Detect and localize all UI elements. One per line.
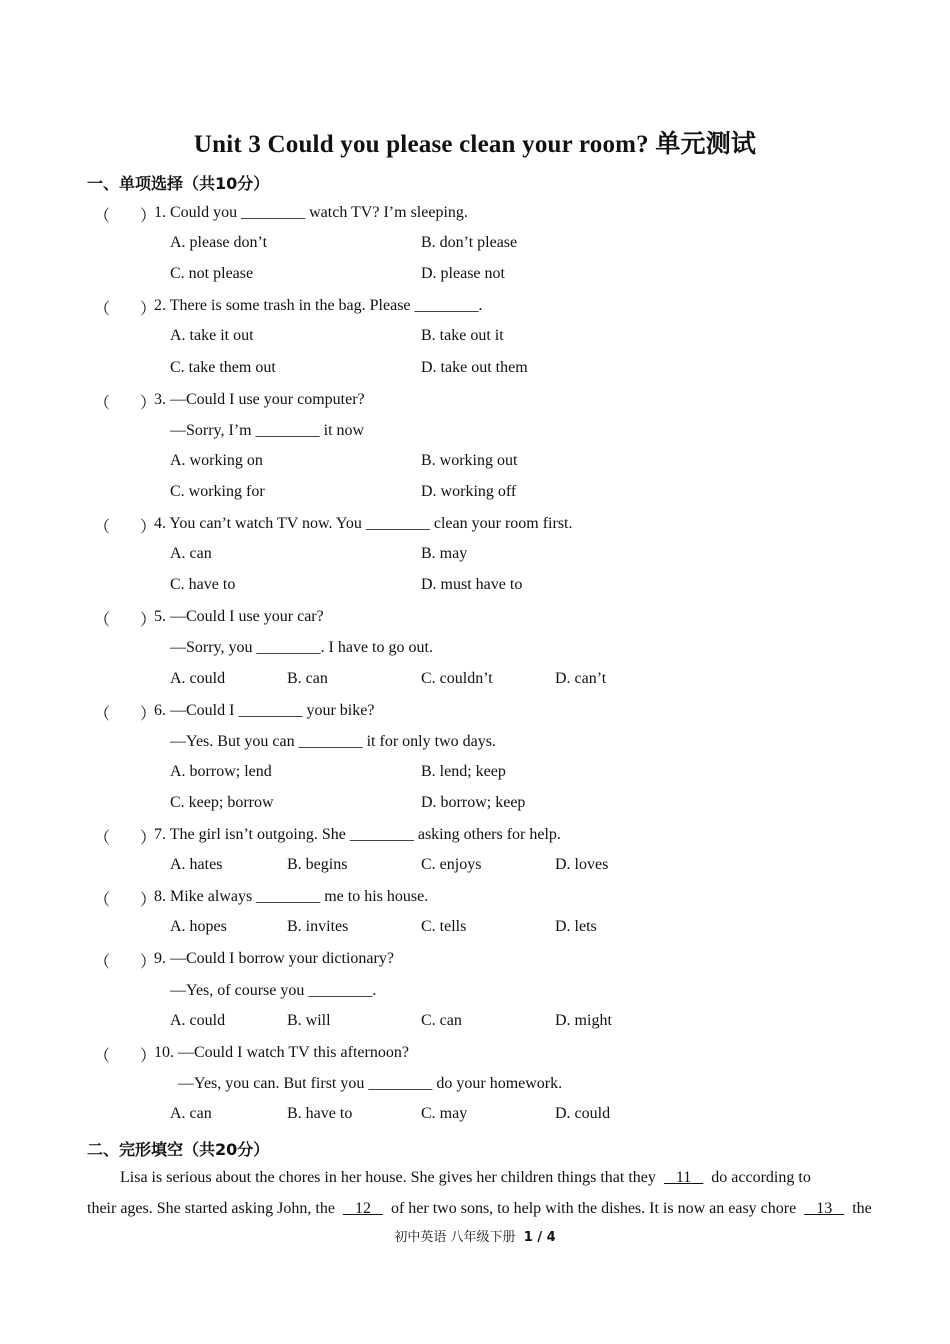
option-d: D. loves xyxy=(555,856,609,874)
answer-paren-close: ） xyxy=(140,830,157,847)
option-b: B. invites xyxy=(287,918,349,936)
answer-slot[interactable] xyxy=(108,296,138,316)
option-d: D. lets xyxy=(555,918,597,936)
page-number: 1 / 4 xyxy=(523,1230,556,1245)
option-c: C. take them out xyxy=(170,358,276,376)
answer-slot[interactable] xyxy=(108,825,138,845)
option-c: C. couldn’t xyxy=(421,669,493,687)
question-dialogue-line: —Sorry, I’m ________ it now xyxy=(170,421,365,439)
option-c: C. may xyxy=(421,1104,468,1122)
option-a: A. please don’t xyxy=(170,234,268,252)
question-stem: 2. There is some trash in the bag. Please ________. xyxy=(154,297,483,315)
question-stem: 3. —Could I use your computer? xyxy=(154,390,365,408)
question-stem: 9. —Could I borrow your dictionary? xyxy=(154,950,394,968)
answer-paren-close: ） xyxy=(140,954,157,972)
answer-paren-open: （ xyxy=(94,1047,111,1065)
option-a: A. could xyxy=(170,669,226,687)
answer-paren-open: （ xyxy=(94,612,111,630)
cloze-blank-12[interactable]: 12 xyxy=(354,1200,371,1217)
answer-paren-open: （ xyxy=(94,394,111,412)
section-heading-cloze: 二、完形填空（共20分） xyxy=(87,1140,270,1159)
section-heading-single-choice: 一、单项选择（共10分） xyxy=(87,174,270,193)
answer-paren-open: （ xyxy=(94,705,111,723)
option-b: B. don’t please xyxy=(421,234,518,252)
option-c: C. have to xyxy=(170,576,236,594)
option-a: A. take it out xyxy=(170,327,254,345)
answer-paren-open: （ xyxy=(94,519,111,536)
footer-text: 初中英语 八年级下册 xyxy=(394,1230,516,1245)
option-c: C. tells xyxy=(421,918,467,936)
option-d: D. take out them xyxy=(421,358,528,376)
option-b: B. begins xyxy=(287,856,348,874)
cloze-blank-11[interactable]: 11 xyxy=(675,1169,692,1186)
question-stem: 6. —Could I ________ your bike? xyxy=(154,701,375,719)
answer-slot[interactable] xyxy=(108,203,138,223)
answer-paren-open: （ xyxy=(94,208,111,225)
option-b: B. have to xyxy=(287,1104,353,1122)
question-stem: 7. The girl isn’t outgoing. She ________ asking others for help. xyxy=(154,826,561,843)
answer-slot[interactable] xyxy=(108,949,138,969)
answer-paren-close: ） xyxy=(140,612,157,630)
option-b: B. may xyxy=(421,545,468,563)
answer-slot[interactable] xyxy=(108,887,138,907)
option-d: D. might xyxy=(555,1011,612,1029)
answer-paren-close: ） xyxy=(140,1047,157,1065)
page-footer xyxy=(0,1226,950,1245)
question-dialogue-line: —Yes, you can. But first you ________ do your homework. xyxy=(170,1074,563,1092)
option-d: D. borrow; keep xyxy=(421,793,526,811)
answer-paren-open: （ xyxy=(94,301,111,319)
cloze-text: Lisa is serious about the chores in her house. She gives her children things that they xyxy=(120,1169,656,1186)
answer-slot[interactable] xyxy=(108,607,138,627)
cloze-paragraph-line-2 xyxy=(87,1199,872,1219)
question-stem: 4. You can’t watch TV now. You ________ clean your room first. xyxy=(154,515,573,532)
option-a: A. can xyxy=(170,1104,212,1122)
option-b: B. can xyxy=(287,669,328,687)
question-stem: 1. Could you ________ watch TV? I’m sleeping. xyxy=(154,204,468,221)
question-stem: 10. —Could I watch TV this afternoon? xyxy=(154,1043,409,1061)
answer-paren-open: （ xyxy=(94,830,111,847)
option-b: B. will xyxy=(287,1011,331,1029)
answer-paren-close: ） xyxy=(140,301,157,319)
cloze-blank-13[interactable]: 13 xyxy=(816,1200,833,1217)
option-a: A. hopes xyxy=(170,918,227,936)
option-d: D. please not xyxy=(421,265,505,283)
cloze-text: their ages. She started asking John, the xyxy=(87,1200,335,1217)
option-c: C. enjoys xyxy=(421,856,482,874)
cloze-text: the xyxy=(852,1200,872,1217)
cloze-text: do according to xyxy=(711,1169,811,1186)
option-a: A. hates xyxy=(170,856,223,874)
question-dialogue-line: —Sorry, you ________. I have to go out. xyxy=(170,639,433,657)
answer-paren-close: ） xyxy=(140,892,157,910)
answer-paren-close: ） xyxy=(140,394,157,412)
question-dialogue-line: —Yes, of course you ________. xyxy=(170,981,377,999)
question-dialogue-line: —Yes. But you can ________ it for only two days. xyxy=(170,732,496,750)
answer-paren-open: （ xyxy=(94,954,111,972)
option-d: D. working off xyxy=(421,482,517,500)
option-b: B. working out xyxy=(421,451,518,469)
cloze-text: of her two sons, to help with the dishes. It is now an easy chore xyxy=(390,1200,797,1217)
answer-slot[interactable] xyxy=(108,701,138,721)
cloze-paragraph-line-1 xyxy=(87,1168,865,1188)
answer-slot[interactable] xyxy=(108,390,138,410)
option-a: A. working on xyxy=(170,451,263,469)
answer-slot[interactable] xyxy=(108,514,138,534)
option-a: A. could xyxy=(170,1011,226,1029)
answer-paren-close: ） xyxy=(140,519,157,536)
page-title: Unit 3 Could you please clean your room? 单元测试 xyxy=(193,131,757,158)
option-c: C. keep; borrow xyxy=(170,793,274,811)
question-stem: 5. —Could I use your car? xyxy=(154,608,324,626)
answer-paren-close: ） xyxy=(140,208,157,225)
option-d: D. could xyxy=(555,1104,611,1122)
option-c: C. not please xyxy=(170,265,254,283)
option-a: A. can xyxy=(170,545,212,563)
option-a: A. borrow; lend xyxy=(170,762,272,780)
option-d: D. must have to xyxy=(421,576,523,594)
option-b: B. lend; keep xyxy=(421,762,506,780)
question-stem: 8. Mike always ________ me to his house. xyxy=(154,888,429,906)
option-c: C. working for xyxy=(170,482,265,500)
option-c: C. can xyxy=(421,1011,462,1029)
option-b: B. take out it xyxy=(421,327,504,345)
answer-slot[interactable] xyxy=(108,1043,138,1063)
answer-paren-close: ） xyxy=(140,705,157,723)
option-d: D. can’t xyxy=(555,669,607,687)
answer-paren-open: （ xyxy=(94,892,111,910)
